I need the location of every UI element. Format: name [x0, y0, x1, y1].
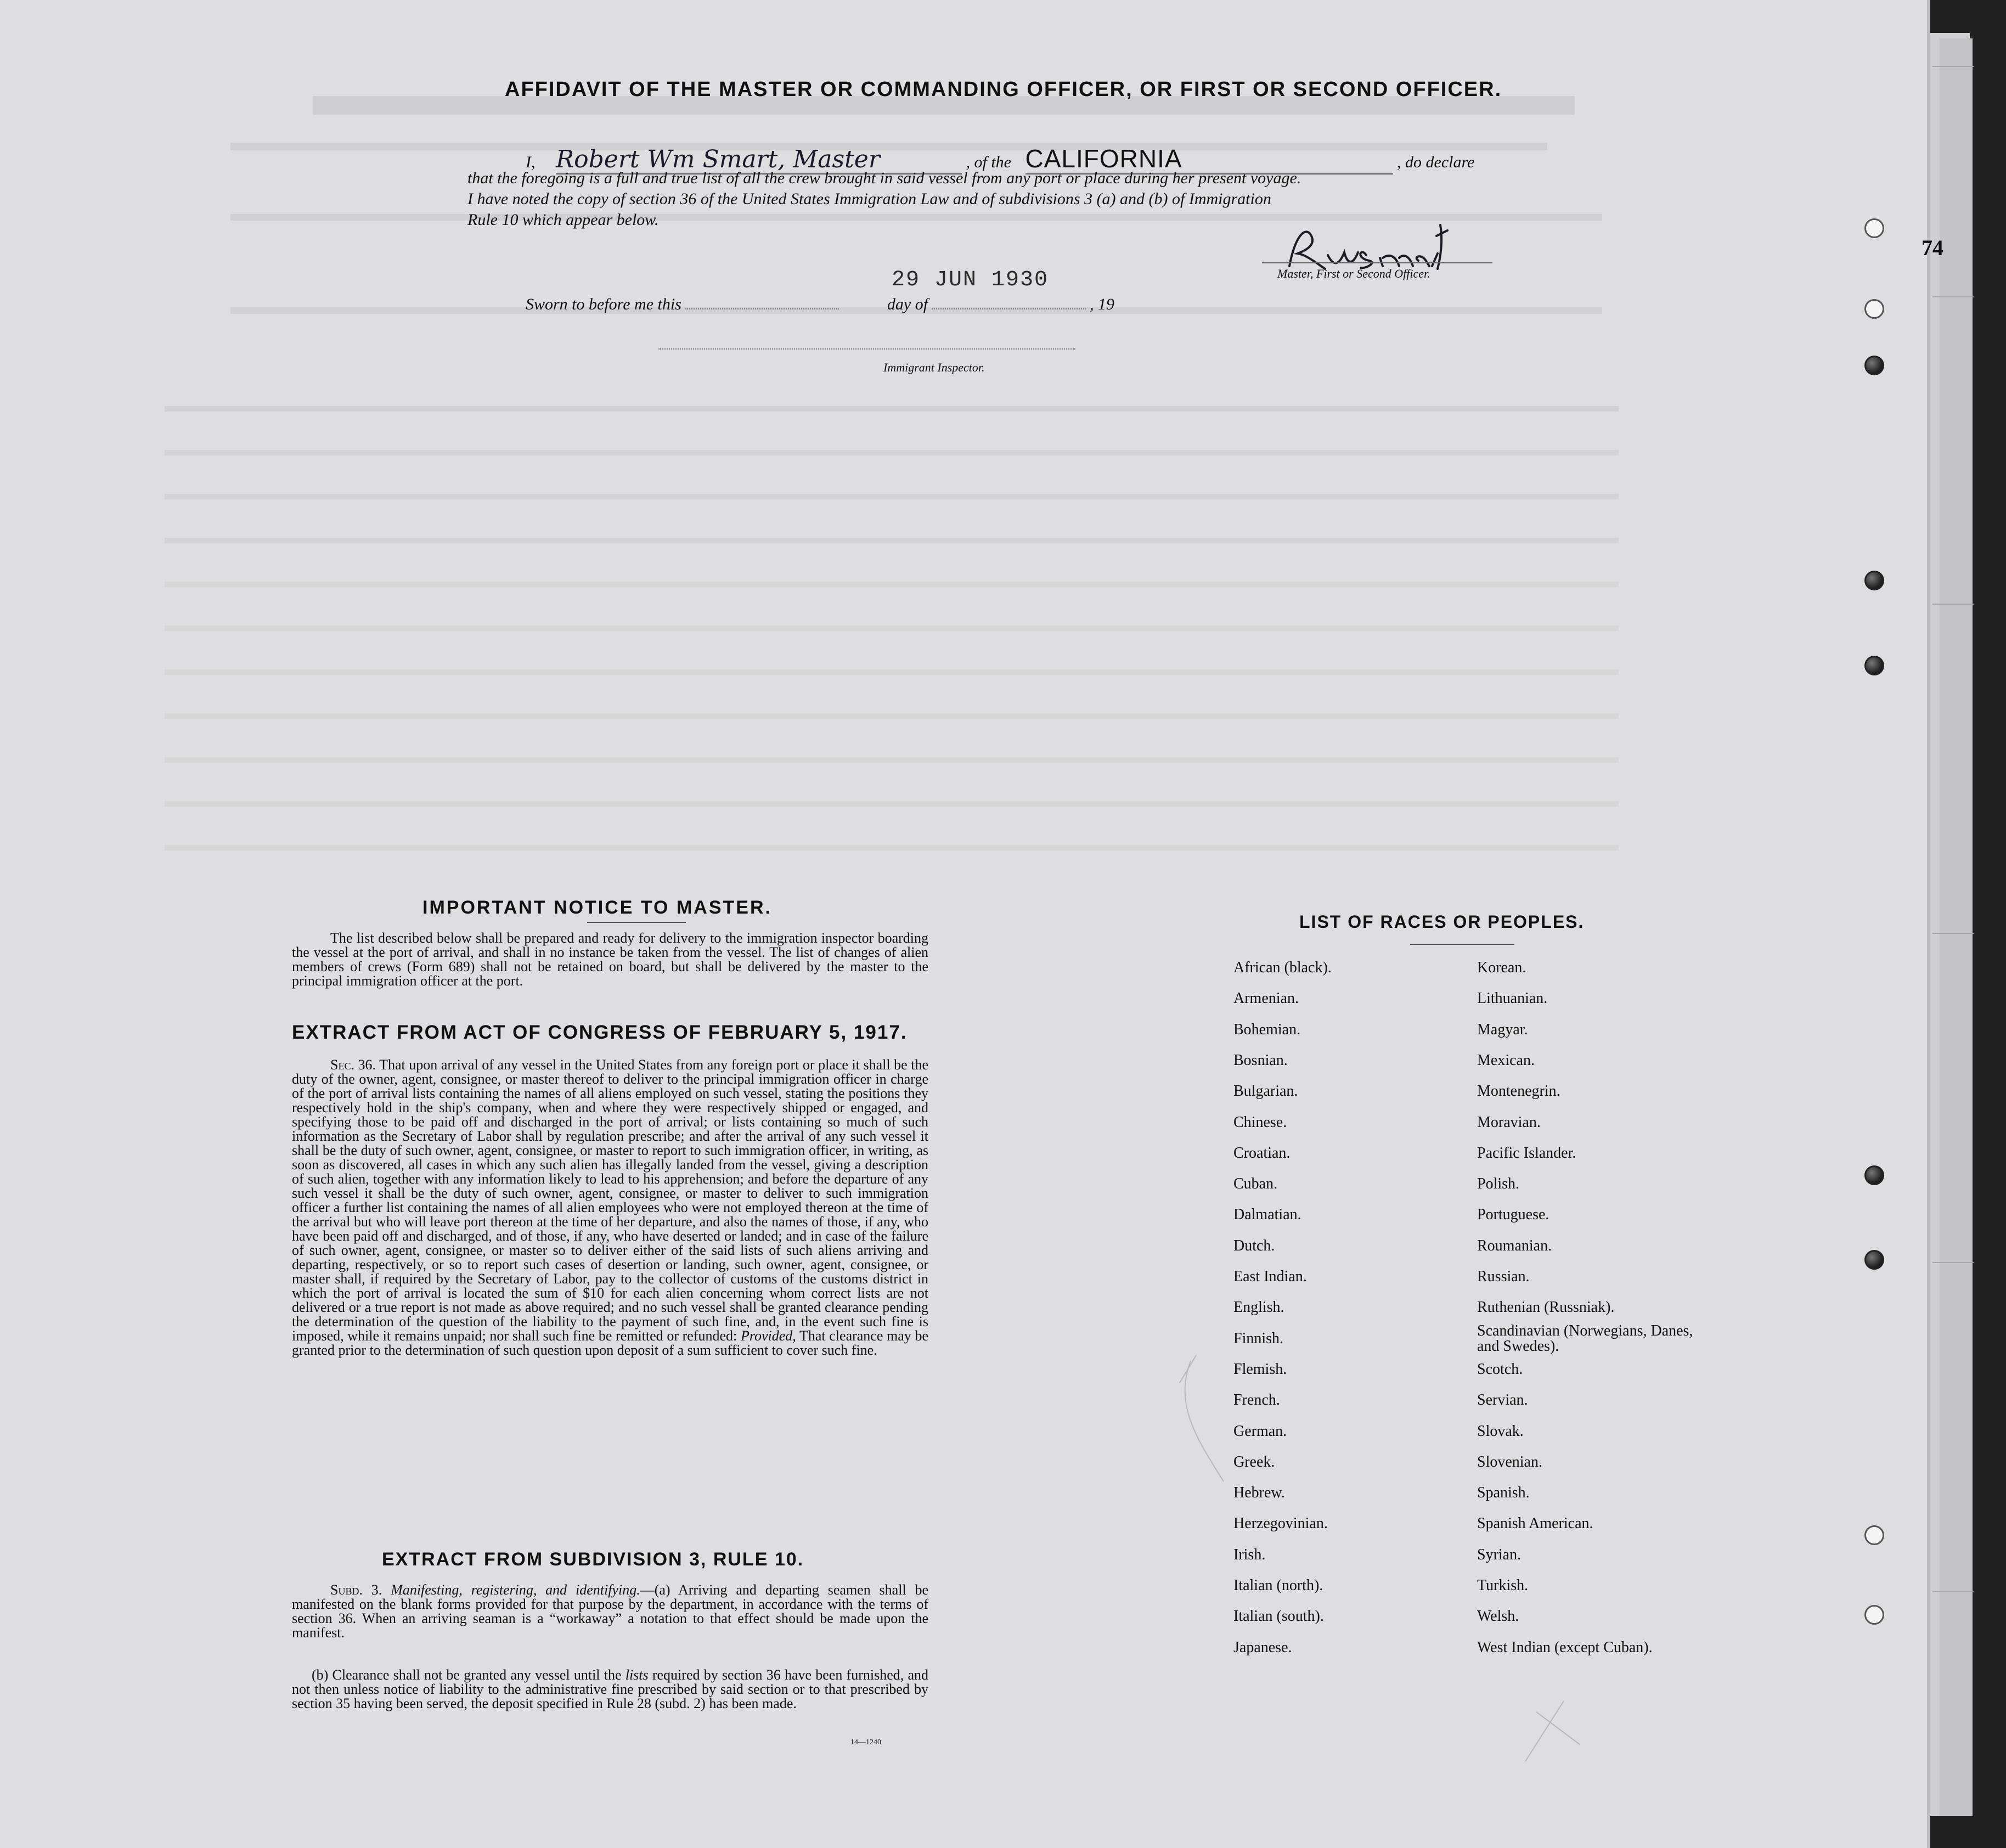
- binding-hole: [1864, 656, 1884, 675]
- act-extract-title: EXTRACT FROM ACT OF CONGRESS OF FEBRUARY 5, 1917.: [292, 1022, 908, 1043]
- race-item: Bulgarian.: [1233, 1083, 1298, 1100]
- race-item: Portuguese.: [1477, 1206, 1549, 1224]
- subdivision-a-body: —(a) Arriving and departing seamen shall be manifested on the blank forms provided for that purpose by the department, in accordance with the terms of section 36. When an arriving seaman is a “workaway” a notation to that effect should be made upon the manifest.: [292, 1582, 929, 1641]
- statement-line-3: Rule 10 which appear below.: [467, 211, 659, 229]
- section-36-text: [292, 1058, 928, 1357]
- statement-line-1: that the foregoing is a full and true list of all the crew brought in said vessel from any port or place during her present voyage.: [467, 169, 1301, 187]
- declarant-name-handwritten: Robert Wm Smart, Master: [556, 145, 962, 174]
- binding-hole: [1864, 1525, 1884, 1545]
- sworn-day-of: day of: [887, 295, 928, 313]
- race-item: Montenegrin.: [1477, 1083, 1560, 1100]
- race-item: Scandinavian (Norwegians, Danes, and Swedes).: [1477, 1322, 1693, 1355]
- race-item: Scotch.: [1477, 1360, 1523, 1378]
- form-number: 14—1240: [850, 1738, 881, 1746]
- vessel-name: CALIFORNIA: [1025, 144, 1393, 174]
- race-item: Servian.: [1477, 1391, 1528, 1409]
- notice-title: IMPORTANT NOTICE TO MASTER.: [422, 897, 772, 918]
- signature-rule: [1262, 262, 1492, 263]
- binding-hole: [1864, 1605, 1884, 1625]
- race-item: German.: [1233, 1422, 1287, 1440]
- sworn-year: , 19: [1090, 295, 1115, 313]
- race-item: Ruthenian (Russniak).: [1477, 1299, 1615, 1316]
- race-item: Korean.: [1477, 959, 1526, 976]
- notice-text: The list described below shall be prepared and ready for delivery to the immigration inspector boarding the vessel at the port of arrival, and shall in no instance be taken from the vessel. The list of changes of alien members of crews (Form 689) shall not be retained on board, but shall be delivered by the master to the principal immigration officer at the port.: [292, 930, 928, 989]
- rule-extract-title: EXTRACT FROM SUBDIVISION 3, RULE 10.: [382, 1549, 804, 1570]
- race-item: Moravian.: [1477, 1113, 1541, 1131]
- race-item: Bosnian.: [1233, 1051, 1288, 1069]
- race-item: Syrian.: [1477, 1546, 1522, 1563]
- page-number: 74: [1922, 235, 1943, 260]
- race-item: Italian (north).: [1233, 1577, 1323, 1594]
- race-item: African (black).: [1233, 959, 1332, 976]
- date-stamp: 29 JUN 1930: [892, 268, 1049, 292]
- race-item: Greek.: [1233, 1453, 1275, 1470]
- inspector-signature-rule: [658, 348, 1075, 350]
- subdivision-b-lists: lists: [625, 1667, 649, 1683]
- race-item: Slovenian.: [1477, 1453, 1542, 1470]
- sworn-line: [526, 295, 1114, 314]
- notice-title-rule: [587, 922, 686, 923]
- race-item: Polish.: [1477, 1175, 1520, 1193]
- race-item: Mexican.: [1477, 1051, 1535, 1069]
- affidavit-title: AFFIDAVIT OF THE MASTER OR COMMANDING OFFICER, OR FIRST OR SECOND OFFICER.: [505, 78, 1502, 101]
- statement-line-2: I have noted the copy of section 36 of the United States Immigration Law and of subdivisions 3 (a) and (b) of Immigration: [467, 190, 1271, 208]
- provided-word: Provided,: [740, 1328, 796, 1344]
- race-item: Russian.: [1477, 1268, 1530, 1285]
- race-item: Spanish American.: [1477, 1515, 1593, 1533]
- binding-hole: [1864, 1165, 1884, 1185]
- section-body: That upon arrival of any vessel in the United States from any foreign port or place it shall be the duty of the owner, agent, consignee, or master thereof to deliver to the principal immigration officer in charge of the port of arrival lists containing the names of all aliens employed on such vessel, stating the positions they respectively hold in the ship's company, when and where they were respectively shipped or engaged, and specifying those to be paid off and discharged in the port of arrival; or lists containing so much of such information as the Secretary of Labor shall by regulation prescribe; and after the arrival of any such vessel it shall be the duty of such owner, agent, consignee, or master to report to such immigration officer, in writing, as soon as discovered, all cases in which any such alien has illegally landed from the vessel, giving a description of such alien, together with any information likely to lead to his apprehension; and before the departure of any such vessel it shall be the duty of such owner, agent, consignee, or master to deliver to such immigration officer a further list containing the names of all alien employees who were not employed thereon at the time of the arrival but who will leave port thereon at the time of her departure, and also the names of those, if any, who have been paid off and discharged, and of those, if any, who have deserted or landed; and in case of the failure of such owner, agent, consignee, or master so to deliver either of the said lists of such aliens arriving and departing, respectively, or so to report such cases of desertion or landing, such owner, agent, consignee, or master shall, if required by the Secretary of Labor, pay to the collector of customs of the customs district in which the port of arrival is located the sum of $10 for each alien concerning whom correct lists are not delivered or a true report is not made as above required; and no such vessel shall be granted clearance pending the determination of the question of the liability to the payment of such fine, and, in the event such fine is imposed, while it remains unpaid; nor shall such fine be remitted or refunded:: [292, 1057, 929, 1344]
- race-item: Irish.: [1233, 1546, 1266, 1563]
- race-item: English.: [1233, 1299, 1284, 1316]
- races-title: LIST OF RACES OR PEOPLES.: [1299, 912, 1585, 932]
- race-item: Chinese.: [1233, 1113, 1287, 1131]
- race-item: West Indian (except Cuban).: [1477, 1638, 1653, 1656]
- race-item: Japanese.: [1233, 1638, 1292, 1656]
- race-item: Dutch.: [1233, 1237, 1275, 1254]
- race-item: Bohemian.: [1233, 1021, 1301, 1038]
- race-item: Magyar.: [1477, 1021, 1528, 1038]
- race-item: French.: [1233, 1391, 1280, 1409]
- of-the-label: , of the: [966, 153, 1011, 171]
- race-item: Flemish.: [1233, 1360, 1287, 1378]
- race-item: Dalmatian.: [1233, 1206, 1301, 1224]
- race-item: East Indian.: [1233, 1268, 1307, 1285]
- declaration-pronoun: I,: [526, 153, 536, 171]
- race-item: Turkish.: [1477, 1577, 1529, 1594]
- race-item: Italian (south).: [1233, 1608, 1324, 1625]
- race-item: Armenian.: [1233, 990, 1299, 1007]
- subdivision-b-prefix: (b) Clearance shall not be granted any vessel until the: [312, 1667, 622, 1683]
- binding-hole: [1864, 356, 1884, 375]
- race-item: Pacific Islander.: [1477, 1144, 1576, 1162]
- subdivision-3a-text: [292, 1583, 928, 1640]
- inspector-label: Immigrant Inspector.: [883, 360, 985, 374]
- section-label: Sec. 36.: [330, 1057, 376, 1073]
- race-item: Croatian.: [1233, 1144, 1291, 1162]
- subdivision-heading: Manifesting, registering, and identifying.: [391, 1582, 640, 1598]
- race-item: Hebrew.: [1233, 1484, 1285, 1502]
- section-body-end: That clearance may be granted prior to the determination of such question upon deposit of a sum sufficient to cover such fine.: [292, 1328, 929, 1358]
- subdivision-b-body: required by section 36 have been furnished, and not then unless notice of liability to the administrative fine prescribed by said section or to that prescribed by section 35 having been served, the deposit specified in Rule 28 (subd. 2) has been made.: [292, 1667, 929, 1711]
- subdivision-label: Subd. 3.: [330, 1582, 382, 1598]
- races-title-rule: [1410, 944, 1514, 945]
- sworn-prefix: Sworn to before me this: [526, 295, 681, 313]
- race-item: Spanish.: [1477, 1484, 1530, 1502]
- binding-hole: [1864, 299, 1884, 319]
- race-item: Roumanian.: [1477, 1237, 1552, 1254]
- race-item: Lithuanian.: [1477, 990, 1548, 1007]
- binding-hole: [1864, 1250, 1884, 1270]
- binding-hole: [1864, 218, 1884, 238]
- signature-label: Master, First or Second Officer.: [1277, 267, 1430, 280]
- do-declare-label: , do declare: [1397, 153, 1475, 171]
- subdivision-3b-text: [292, 1668, 928, 1711]
- binding-hole: [1864, 571, 1884, 590]
- race-item: Herzegovinian.: [1233, 1515, 1328, 1533]
- race-item: Finnish.: [1233, 1329, 1284, 1347]
- race-item: Welsh.: [1477, 1608, 1519, 1625]
- race-item: Slovak.: [1477, 1422, 1524, 1440]
- race-item: Cuban.: [1233, 1175, 1278, 1193]
